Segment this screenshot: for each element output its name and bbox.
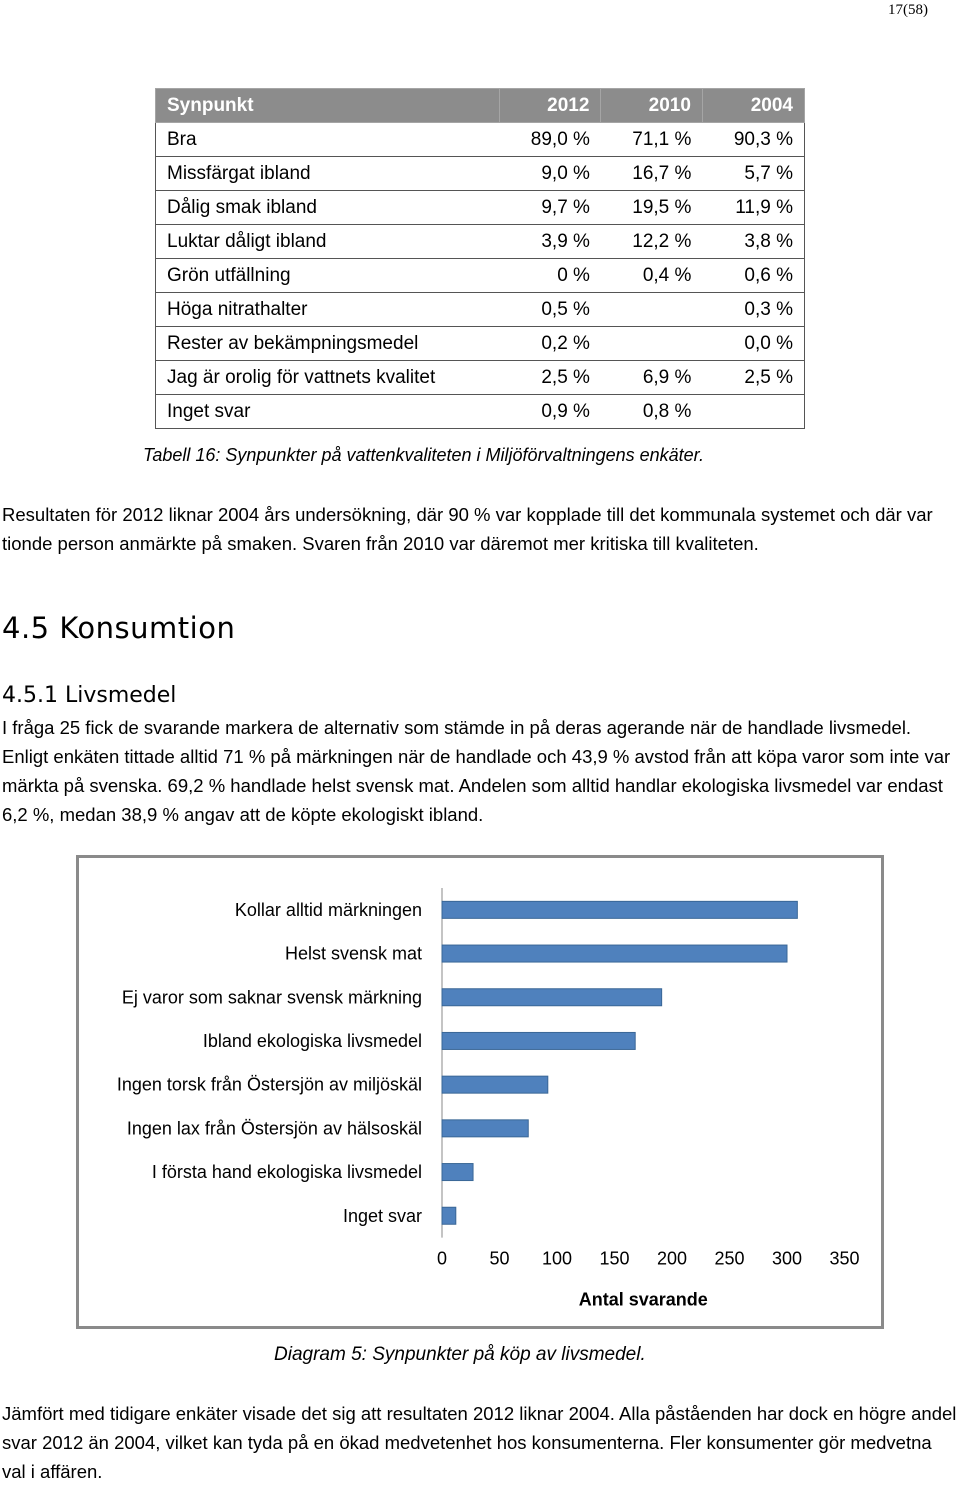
page-number: 17(58) [888, 2, 928, 18]
table-header-row [156, 89, 805, 123]
x-axis-title: Antal svarande [578, 1289, 708, 1310]
x-tick-label: 0 [436, 1248, 448, 1269]
bar [442, 989, 662, 1006]
water-quality-table [155, 88, 805, 429]
x-tick-label: 350 [829, 1248, 860, 1269]
row-value: 19,5 % [601, 191, 702, 225]
row-value: 89,0 % [500, 123, 601, 157]
x-tick-label: 200 [656, 1248, 688, 1269]
paragraph-comparison: Jämfört med tidigare enkäter visade det sig att resultaten 2012 liknar 2004. Alla påståenden har dock en högre andel svar 2012 än 2004, vilket kan tyda på en ökad medvetenhet hos konsumenterna. Fler konsumenter gör medvetna val i affären. [2, 1403, 957, 1482]
category-label: Ej varor som saknar svensk märkning [121, 987, 422, 1008]
table-row [156, 157, 805, 191]
x-tick-label: 100 [541, 1248, 573, 1269]
row-value [601, 293, 702, 327]
row-label: Inget svar [156, 395, 500, 429]
row-value: 5,7 % [702, 157, 804, 191]
table-caption: Tabell 16: Synpunkter på vattenkvaliteten i Miljöförvaltningens enkäter. [143, 445, 704, 465]
row-value: 0,9 % [500, 395, 601, 429]
bar [442, 901, 797, 918]
table-row [156, 225, 805, 259]
table-row [156, 327, 805, 361]
row-label: Missfärgat ibland [156, 157, 500, 191]
row-value [601, 327, 702, 361]
table-row [156, 191, 805, 225]
bar [442, 1164, 473, 1181]
row-value: 3,9 % [500, 225, 601, 259]
column-header: 2012 [500, 89, 601, 123]
row-label: Jag är orolig för vattnets kvalitet [156, 361, 500, 395]
row-value: 16,7 % [601, 157, 702, 191]
x-tick-label: 300 [771, 1248, 803, 1269]
subsection-heading: 4.5.1 Livsmedel [2, 683, 177, 708]
x-tick-label: 50 [489, 1248, 510, 1269]
column-header: 2004 [702, 89, 804, 123]
table-row [156, 293, 805, 327]
category-label: Helst svensk mat [284, 943, 422, 964]
row-label: Dålig smak ibland [156, 191, 500, 225]
row-value: 0,5 % [500, 293, 601, 327]
row-value: 90,3 % [702, 123, 804, 157]
table-row [156, 361, 805, 395]
bar [442, 1032, 635, 1049]
row-value: 0,8 % [601, 395, 702, 429]
row-value: 0,2 % [500, 327, 601, 361]
row-value: 0,0 % [702, 327, 804, 361]
row-value: 12,2 % [601, 225, 702, 259]
row-label: Höga nitrathalter [156, 293, 500, 327]
row-value: 3,8 % [702, 225, 804, 259]
row-value: 0,4 % [601, 259, 702, 293]
row-value: 71,1 % [601, 123, 702, 157]
section-heading: 4.5 Konsumtion [2, 611, 236, 645]
table-row [156, 395, 805, 429]
bar [442, 945, 787, 962]
category-label: Inget svar [342, 1205, 422, 1226]
category-label: Ingen lax från Östersjön av hälsoskäl [126, 1118, 422, 1139]
row-label: Bra [156, 123, 500, 157]
table-body [156, 123, 805, 429]
row-label: Rester av bekämpningsmedel [156, 327, 500, 361]
bar-chart [79, 858, 881, 1326]
diagram-caption: Diagram 5: Synpunkter på köp av livsmedel. [274, 1344, 646, 1365]
category-label: Ingen torsk från Östersjön av miljöskäl [116, 1074, 422, 1095]
category-label: I första hand ekologiska livsmedel [151, 1162, 422, 1183]
paragraph-results: Resultaten för 2012 liknar 2004 års undersökning, där 90 % var kopplade till det kommunala systemet och där var tionde person anmärkte på smaken. Svaren från 2010 var däremot mer kritiska till kvaliteten. [2, 504, 933, 554]
column-header: 2010 [601, 89, 702, 123]
x-tick-label: 150 [599, 1248, 630, 1269]
row-value: 2,5 % [500, 361, 601, 395]
column-header: Synpunkt [156, 89, 500, 123]
row-value: 9,7 % [500, 191, 601, 225]
row-label: Grön utfällning [156, 259, 500, 293]
row-value: 9,0 % [500, 157, 601, 191]
row-label: Luktar dåligt ibland [156, 225, 500, 259]
paragraph-food: I fråga 25 fick de svarande markera de alternativ som stämde in på deras agerande när de handlade livsmedel. Enligt enkäten tittade alltid 71 % på märkningen när de handlade och 43,9 % avstod från att köpa varor som inte var märkta på svenska. 69,2 % handlade helst svensk mat. Andelen som alltid handlar ekologiska livsmedel var endast 6,2 %, medan 38,9 % angav att de köpte ekologiskt ibland. [2, 717, 951, 825]
row-value: 0,3 % [702, 293, 804, 327]
row-value: 11,9 % [702, 191, 804, 225]
row-value: 0,6 % [702, 259, 804, 293]
bar [442, 1207, 456, 1224]
bar [442, 1076, 548, 1093]
table-row [156, 123, 805, 157]
row-value: 2,5 % [702, 361, 804, 395]
row-value: 6,9 % [601, 361, 702, 395]
category-label: Kollar alltid märkningen [234, 899, 422, 920]
row-value: 0 % [500, 259, 601, 293]
bar [442, 1120, 528, 1137]
category-label: Ibland ekologiska livsmedel [202, 1030, 422, 1051]
bar-chart-frame [76, 855, 884, 1329]
table-row [156, 259, 805, 293]
row-value [702, 395, 804, 429]
x-tick-label: 250 [714, 1248, 745, 1269]
